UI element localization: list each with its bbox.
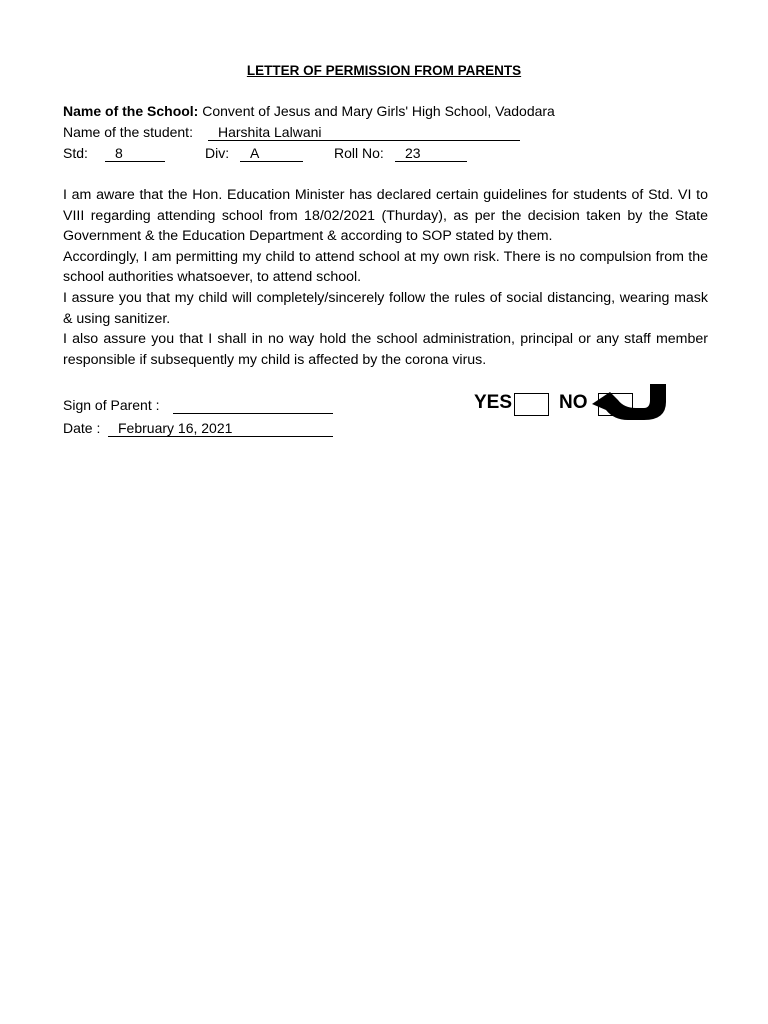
paragraph-liability: I also assure you that I shall in no way hold the school administration, principal or any staff member responsible if subsequently my child is affected by the corona virus.: [63, 331, 708, 368]
div-field: A: [240, 145, 303, 162]
yes-label: YES: [474, 392, 513, 413]
letter-body: [63, 185, 708, 370]
no-label: NO: [559, 392, 588, 413]
std-field: 8: [105, 145, 165, 162]
paragraph-assurance: I assure you that my child will completely/sincerely follow the rules of social distancing, wearing mask & using sanitizer.: [63, 289, 708, 327]
student-name-field: Harshita Lalwani: [208, 124, 520, 141]
date-label: Date :: [63, 420, 101, 436]
school-label: Name of the School:: [63, 103, 199, 119]
letter-title: LETTER OF PERMISSION FROM PARENTS: [246, 63, 522, 78]
curved-arrow-icon: [588, 380, 672, 426]
student-label: Name of the student:: [63, 124, 193, 140]
roll-label: Roll No:: [334, 145, 384, 161]
sign-label: Sign of Parent :: [63, 397, 160, 413]
school-line: [63, 103, 555, 119]
roll-field: 23: [395, 145, 467, 162]
signature-field[interactable]: [173, 397, 333, 414]
std-label: Std:: [63, 145, 88, 161]
paragraph-permission: Accordingly, I am permitting my child to attend school at my own risk. There is no compulsion from the school authorities whatsoever, to attend school.: [63, 248, 708, 286]
yes-checkbox[interactable]: [514, 393, 549, 416]
school-value: Convent of Jesus and Mary Girls' High School, Vadodara: [202, 103, 555, 119]
date-field: February 16, 2021: [108, 420, 333, 437]
paragraph-guidelines: I am aware that the Hon. Education Minister has declared certain guidelines for students of Std. VI to VIII regarding attending school from 18/02/2021 (Thurday), as per the decision taken by the State Government & the Education Department & according to SOP stated by them.: [63, 187, 708, 245]
div-label: Div:: [205, 145, 230, 161]
